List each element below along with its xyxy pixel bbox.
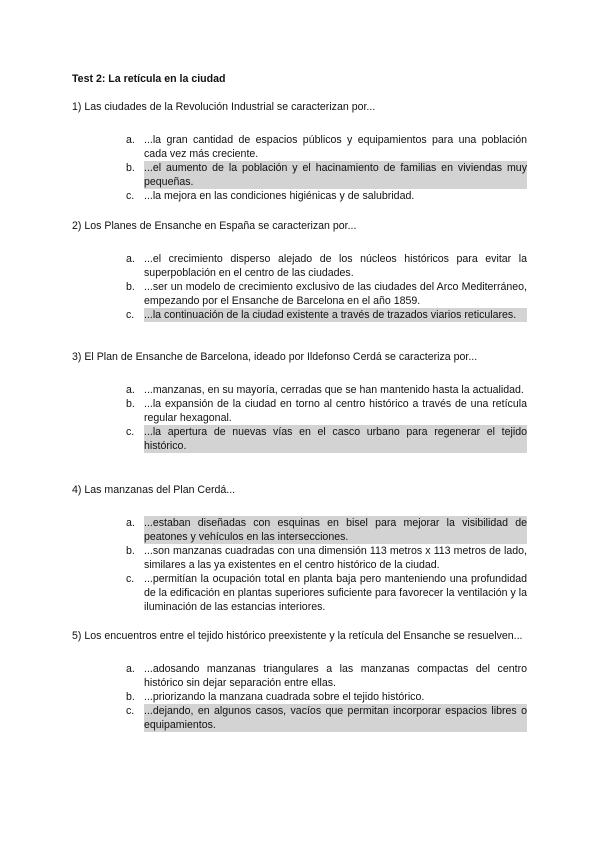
option-text: ...la gran cantidad de espacios públicos y equipamientos para una población cada vez más creciente. [144, 134, 527, 160]
question-1 [72, 100, 527, 203]
question-text: 3) El Plan de Ensanche de Barcelona, ideado por Ildefonso Cerdá se caracteriza por... [72, 351, 478, 363]
option-letter: c. [126, 190, 135, 202]
option-text: ...el aumento de la población y el hacinamiento de familias en viviendas muy pequeñas. [144, 162, 527, 188]
option-b [72, 544, 527, 572]
option-text: ...manzanas, en su mayoría, cerradas que se han mantenido hasta la actualidad. [144, 384, 524, 396]
question-text: 2) Los Planes de Ensanche en España se caracterizan por... [72, 220, 357, 232]
option-text: ...la apertura de nuevas vías en el casco urbano para regenerar el tejido histórico. [144, 426, 527, 452]
question-text: 4) Las manzanas del Plan Cerdá... [72, 484, 236, 496]
test-title: Test 2: La retícula en la ciudad [72, 73, 226, 85]
option-list [72, 516, 527, 614]
option-list [72, 383, 527, 453]
option-letter: c. [126, 309, 135, 321]
option-letter: a. [126, 134, 135, 146]
option-b [72, 161, 527, 189]
question-4 [72, 483, 527, 614]
option-text: ...priorizando la manzana cuadrada sobre el tejido histórico. [144, 691, 425, 703]
option-letter: b. [126, 162, 135, 174]
option-a [72, 133, 527, 161]
question-5 [72, 629, 527, 732]
option-letter: c. [126, 573, 135, 585]
option-b [72, 280, 527, 308]
option-letter: a. [126, 517, 135, 529]
option-c [72, 704, 527, 732]
option-c [72, 189, 527, 203]
option-text: ...ser un modelo de crecimiento exclusivo de las ciudades del Arco Mediterráneo, empezando por el Ensanche de Barcelona en el año 1859. [144, 281, 527, 307]
option-letter: b. [126, 545, 135, 557]
option-letter: b. [126, 281, 135, 293]
option-text: ...la continuación de la ciudad existente a través de trazados viarios reticulares. [144, 308, 527, 322]
option-b [72, 397, 527, 425]
option-a [72, 516, 527, 544]
option-text: ...permitían la ocupación total en planta baja pero manteniendo una profundidad de la edificación en plantas superiores suficiente para favorecer la ventilación y la iluminación de las estancias interiores. [144, 573, 527, 613]
option-a [72, 252, 527, 280]
question-text: 1) Las ciudades de la Revolución Industrial se caracterizan por... [72, 101, 376, 113]
option-c [72, 308, 527, 322]
option-list [72, 133, 527, 203]
option-letter: a. [126, 663, 135, 675]
option-letter: c. [126, 426, 135, 438]
option-letter: b. [126, 691, 135, 703]
option-a [72, 662, 527, 690]
option-b [72, 690, 527, 704]
option-letter: a. [126, 253, 135, 265]
option-letter: c. [126, 705, 135, 717]
option-text: ...son manzanas cuadradas con una dimensión 113 metros x 113 metros de lado, similares a las ya existentes en el centro histórico de la ciudad. [144, 545, 527, 571]
option-text: ...estaban diseñadas con esquinas en bisel para mejorar la visibilidad de peatones y vehículos en las intersecciones. [144, 517, 527, 543]
option-a [72, 383, 527, 397]
option-c [72, 425, 527, 453]
question-text: 5) Los encuentros entre el tejido histórico preexistente y la retícula del Ensanche se resuelven... [72, 630, 523, 642]
option-text: ...la expansión de la ciudad en torno al centro histórico a través de una retícula regular hexagonal. [144, 398, 527, 424]
option-letter: a. [126, 384, 135, 396]
option-list [72, 252, 527, 322]
question-3 [72, 350, 527, 453]
option-text: ...el crecimiento disperso alejado de los núcleos históricos para evitar la superpoblación en el centro de las ciudades. [144, 253, 527, 279]
option-letter: b. [126, 398, 135, 410]
option-text: ...dejando, en algunos casos, vacíos que permitan incorporar espacios libres o equipamientos. [144, 705, 527, 731]
question-2 [72, 219, 527, 322]
option-c [72, 572, 527, 614]
option-list [72, 662, 527, 732]
option-text: ...adosando manzanas triangulares a las manzanas compactas del centro histórico sin dejar separación entre ellas. [144, 663, 527, 689]
option-text: ...la mejora en las condiciones higiénicas y de salubridad. [144, 190, 415, 202]
